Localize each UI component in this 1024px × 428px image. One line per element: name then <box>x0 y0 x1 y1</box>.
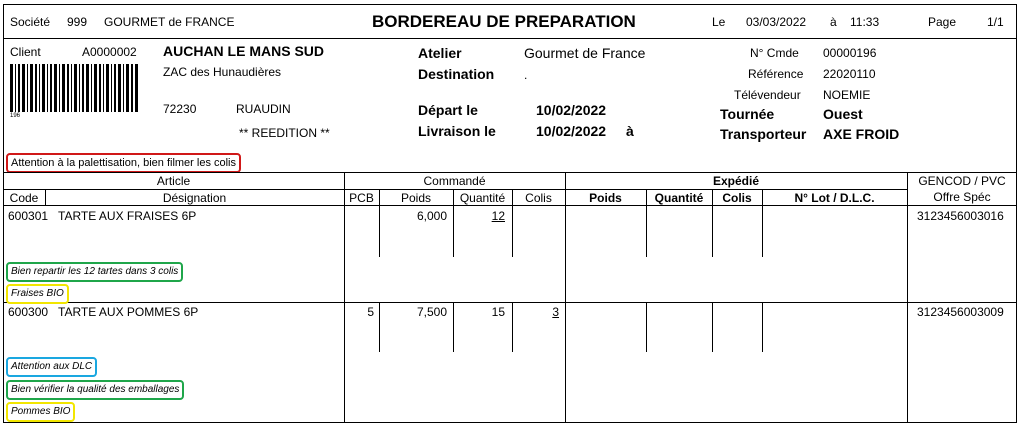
transporteur-value: AXE FROID <box>823 126 900 142</box>
doc-title: BORDEREAU DE PREPARATION <box>372 12 636 31</box>
print-date: 03/03/2022 <box>746 15 807 29</box>
atelier-value: Gourmet de France <box>524 45 646 61</box>
transporteur-label: Transporteur <box>720 126 807 142</box>
row2-gencod: 3123456003009 <box>917 305 1004 319</box>
barcode-image <box>10 64 140 120</box>
client-postal-code: 72230 <box>163 102 197 116</box>
atelier-label: Atelier <box>418 45 462 61</box>
table-header-bottom <box>3 205 1017 206</box>
livraison-time-label: à <box>626 123 634 139</box>
client-name: AUCHAN LE MANS SUD <box>163 43 324 59</box>
client-city: RUAUDIN <box>236 102 291 116</box>
header-gencod: GENCOD / PVC <box>918 174 1006 188</box>
row1-code: 600301 <box>8 209 49 223</box>
header-designation: Désignation <box>162 191 227 205</box>
row1-note-repartition: Bien repartir les 12 tartes dans 3 colis <box>6 262 183 282</box>
header-expedie: Expédié <box>712 174 760 188</box>
header-exp-colis: Colis <box>722 191 752 205</box>
header-article: Article <box>156 174 191 188</box>
col-line-lot-r2 <box>762 302 763 352</box>
row1-designation: TARTE AUX FRAISES 6P <box>58 209 197 223</box>
col-line-pcb <box>344 172 345 422</box>
row1-gencod: 3123456003016 <box>917 209 1004 223</box>
row-separator <box>3 302 1017 303</box>
destination-label: Destination <box>418 66 495 82</box>
societe-code: 999 <box>67 15 88 29</box>
date-label: Le <box>712 15 726 29</box>
destination-value: . <box>524 68 528 82</box>
row1-poids: 6,000 <box>416 209 447 223</box>
barcode-number: 196 <box>10 113 21 119</box>
cmde-value: 00000196 <box>823 46 877 60</box>
row2-pcb: 5 <box>367 305 374 319</box>
tournee-label: Tournée <box>720 106 775 122</box>
depart-date: 10/02/2022 <box>536 102 607 118</box>
client-address: ZAC des Hunaudières <box>163 65 282 79</box>
row2-quantite: 15 <box>491 305 505 319</box>
livraison-label: Livraison le <box>418 123 496 139</box>
header-exp-poids: Poids <box>589 191 622 205</box>
televendeur-value: NOEMIE <box>823 88 871 102</box>
col-line-expqte-r2 <box>646 302 647 352</box>
row2-designation: TARTE AUX POMMES 6P <box>58 305 199 319</box>
header-separator <box>3 38 1017 39</box>
time-label: à <box>830 15 837 29</box>
televendeur-label: Télévendeur <box>734 88 801 102</box>
col-line-gencod <box>907 172 908 422</box>
row1-note-bio: Fraises BIO <box>6 284 69 304</box>
frame-left <box>3 4 4 423</box>
col-line-expcolis-r2 <box>712 302 713 352</box>
cmde-label: N° Cmde <box>750 46 799 60</box>
row2-note-emballages: Bien vérifier la qualité des emballages <box>6 380 184 400</box>
row1-quantite: 12 <box>491 209 505 223</box>
row2-note-dlc: Attention aux DLC <box>6 357 97 377</box>
societe-label: Société <box>10 15 51 29</box>
frame-top <box>3 4 1017 5</box>
page-number: 1/1 <box>987 15 1004 29</box>
livraison-date: 10/02/2022 <box>536 123 607 139</box>
client-code: A0000002 <box>82 45 137 59</box>
table-top-line <box>3 172 1017 173</box>
row2-poids: 7,500 <box>416 305 447 319</box>
tournee-value: Ouest <box>823 106 863 122</box>
header-colis: Colis <box>525 191 552 205</box>
header-pcb: PCB <box>349 191 374 205</box>
frame-right <box>1016 4 1017 423</box>
reedition-label: ** REEDITION ** <box>239 126 330 140</box>
header-commande: Commandé <box>423 174 486 188</box>
global-note: Attention à la palettisation, bien filmer les colis <box>6 153 241 173</box>
societe-name: GOURMET de FRANCE <box>104 15 235 29</box>
frame-bottom <box>3 422 1017 423</box>
header-code: Code <box>9 191 39 205</box>
header-exp-quantite: Quantité <box>654 191 704 205</box>
depart-label: Départ le <box>418 102 478 118</box>
header-lot-dlc: N° Lot / D.L.C. <box>794 191 875 205</box>
reference-value: 22020110 <box>823 67 876 81</box>
client-label: Client <box>10 45 41 59</box>
row2-code: 600300 <box>8 305 49 319</box>
page-label: Page <box>928 15 957 29</box>
reference-label: Référence <box>748 67 804 81</box>
row2-colis: 3 <box>552 305 559 319</box>
print-time: 11:33 <box>850 15 880 29</box>
col-line-expedie <box>565 172 566 422</box>
header-poids: Poids <box>400 191 432 205</box>
row2-note-bio: Pommes BIO <box>6 402 75 422</box>
header-quantite: Quantité <box>459 191 506 205</box>
header-offre: Offre Spéc <box>933 190 991 204</box>
table-subheader-line <box>3 189 907 190</box>
